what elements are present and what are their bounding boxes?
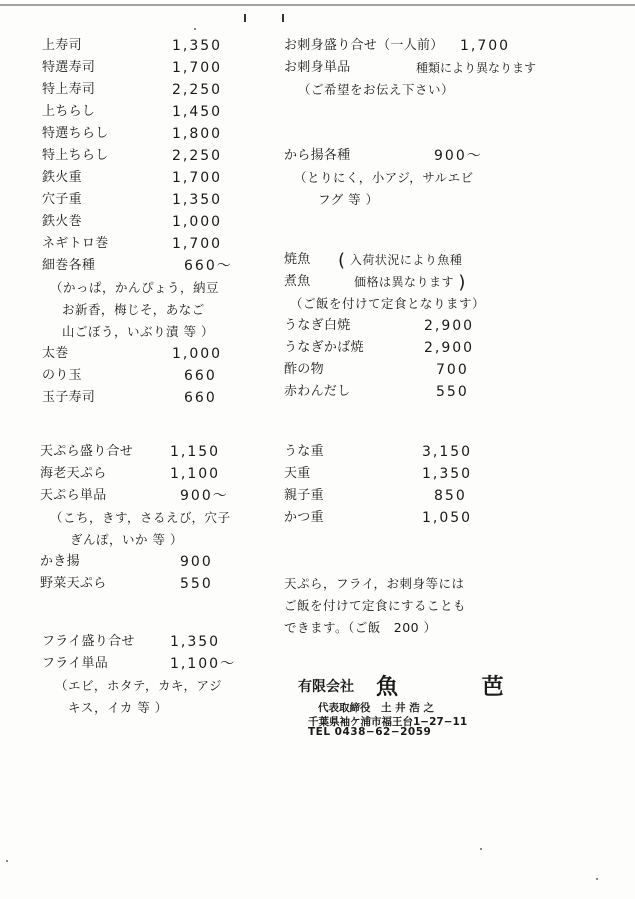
note-text: 入荷状況により魚種 [349, 253, 463, 267]
item-price: 2,250 [172, 82, 223, 98]
item-name: 細巻各種 [42, 258, 96, 273]
item-note: 山ごぼう，いぶり漬 等 ） [62, 324, 214, 339]
item-name: かき揚 [40, 554, 80, 569]
note-text: 価格は異なります [354, 275, 455, 289]
item-name: 特選寿司 [42, 60, 96, 75]
item-price: 1,350 [422, 466, 473, 482]
item-name: お刺身単品 [284, 60, 351, 75]
item-price: 1,000 [172, 214, 223, 230]
punch-mark [282, 14, 284, 22]
open-paren: ( [338, 250, 346, 271]
item-note: （ご希望をお伝え下さい） [298, 82, 455, 97]
item-note: キス，イカ 等 ） [68, 700, 168, 715]
company-phone: TEL 0438−62−2059 [308, 726, 432, 738]
item-name: から揚各種 [284, 148, 351, 163]
item-name: 鉄火巻 [42, 214, 82, 229]
punch-mark [244, 14, 246, 22]
item-name: 天重 [284, 466, 311, 481]
item-price: 1,450 [172, 104, 223, 120]
item-name: お刺身盛り合せ（一人前） [284, 38, 444, 53]
scan-speck [596, 878, 598, 880]
scan-speck [194, 28, 196, 30]
item-price: 2,900 [424, 340, 475, 356]
item-price: 550 [436, 384, 469, 400]
item-price: 550 [180, 576, 213, 592]
item-price: 660 [184, 390, 217, 406]
item-note: お新香，梅じそ，あなご [62, 302, 205, 317]
company-representative: 代表取締役 土 井 浩 之 [318, 702, 434, 714]
company-address: 千葉県袖ケ浦市福王台1−27−11 [308, 716, 468, 728]
item-note: （こち，きす，さるえび，穴子 [50, 510, 231, 525]
item-note: （とりにく，小アジ，サルエビ [294, 170, 474, 185]
item-price: 1,100 [170, 466, 221, 482]
item-name: 天ぷら盛り合せ [40, 444, 134, 459]
item-price: 1,350 [172, 38, 223, 54]
item-price: 1,050 [422, 510, 473, 526]
item-name: 特上ちらし [42, 148, 109, 163]
item-note: フグ 等 ） [318, 192, 379, 207]
item-name: のり玉 [42, 368, 82, 383]
item-note [354, 274, 466, 291]
item-name: 特上寿司 [42, 82, 96, 97]
item-name: 太巻 [42, 346, 69, 361]
item-name: ネギトロ巻 [42, 236, 109, 251]
item-note: 天ぷら，フライ，お刺身等には [284, 576, 465, 591]
scan-speck [6, 860, 8, 862]
item-name: 穴子重 [42, 192, 82, 207]
item-name: 海老天ぷら [40, 466, 107, 481]
item-price: 700 [436, 362, 469, 378]
item-name: うなぎかば焼 [284, 340, 364, 355]
item-note: （ご飯を付けて定食となります） [290, 296, 486, 311]
item-note [338, 252, 462, 269]
company-type: 有限会社 [298, 679, 354, 695]
item-name: 天ぷら単品 [40, 488, 107, 503]
item-price: 900 [180, 554, 213, 570]
item-price: 1,150 [170, 444, 221, 460]
item-name: うなぎ白焼 [284, 318, 351, 333]
item-name: 赤わんだし [284, 384, 351, 399]
item-name: かつ重 [284, 510, 324, 525]
item-price: 1,700 [172, 236, 223, 252]
item-note: ぎんぽ，いか 等 ） [70, 532, 183, 547]
close-paren: ) [458, 272, 466, 293]
item-price: 900〜 [434, 148, 483, 164]
item-name: 特選ちらし [42, 126, 109, 141]
item-name: 酢の物 [284, 362, 324, 377]
item-price: 1,700 [460, 38, 511, 54]
item-name: フライ盛り合せ [42, 634, 135, 649]
item-name: 焼魚 [284, 252, 311, 267]
item-price: 2,250 [172, 148, 223, 164]
item-price: 2,900 [424, 318, 475, 334]
item-price: 1,700 [172, 170, 223, 186]
top-border [0, 4, 635, 6]
company-name: 魚 芭 [376, 675, 542, 700]
item-price: 1,350 [170, 634, 221, 650]
item-price: 660 [184, 368, 217, 384]
item-name: 鉄火重 [42, 170, 82, 185]
item-price: 1,700 [172, 60, 223, 76]
item-price: 850 [434, 488, 467, 504]
item-price: 660〜 [184, 258, 233, 274]
item-price: 1,100〜 [170, 656, 237, 672]
item-note: できます。（ご飯 200 ） [284, 620, 437, 635]
item-price: 900〜 [180, 488, 229, 504]
item-name: 野菜天ぷら [40, 576, 107, 591]
item-price: 1,800 [172, 126, 223, 142]
item-name: 玉子寿司 [42, 390, 96, 405]
item-price: 1,350 [172, 192, 223, 208]
scan-speck [480, 848, 482, 850]
item-name: 上ちらし [42, 104, 96, 119]
item-price: 3,150 [422, 444, 473, 460]
item-name: うな重 [284, 444, 324, 459]
item-price: 種類により異なります [416, 61, 537, 75]
item-price: 1,000 [172, 346, 223, 362]
item-name: フライ単品 [42, 656, 109, 671]
item-name: 上寿司 [42, 38, 82, 53]
item-name: 煮魚 [284, 274, 311, 289]
item-note: （かっぱ，かんぴょう，納豆 [50, 280, 220, 295]
item-note: （エビ，ホタテ，カキ，アジ [55, 678, 223, 693]
item-note: ご飯を付けて定食にすることも [284, 598, 467, 613]
item-name: 親子重 [284, 488, 324, 503]
